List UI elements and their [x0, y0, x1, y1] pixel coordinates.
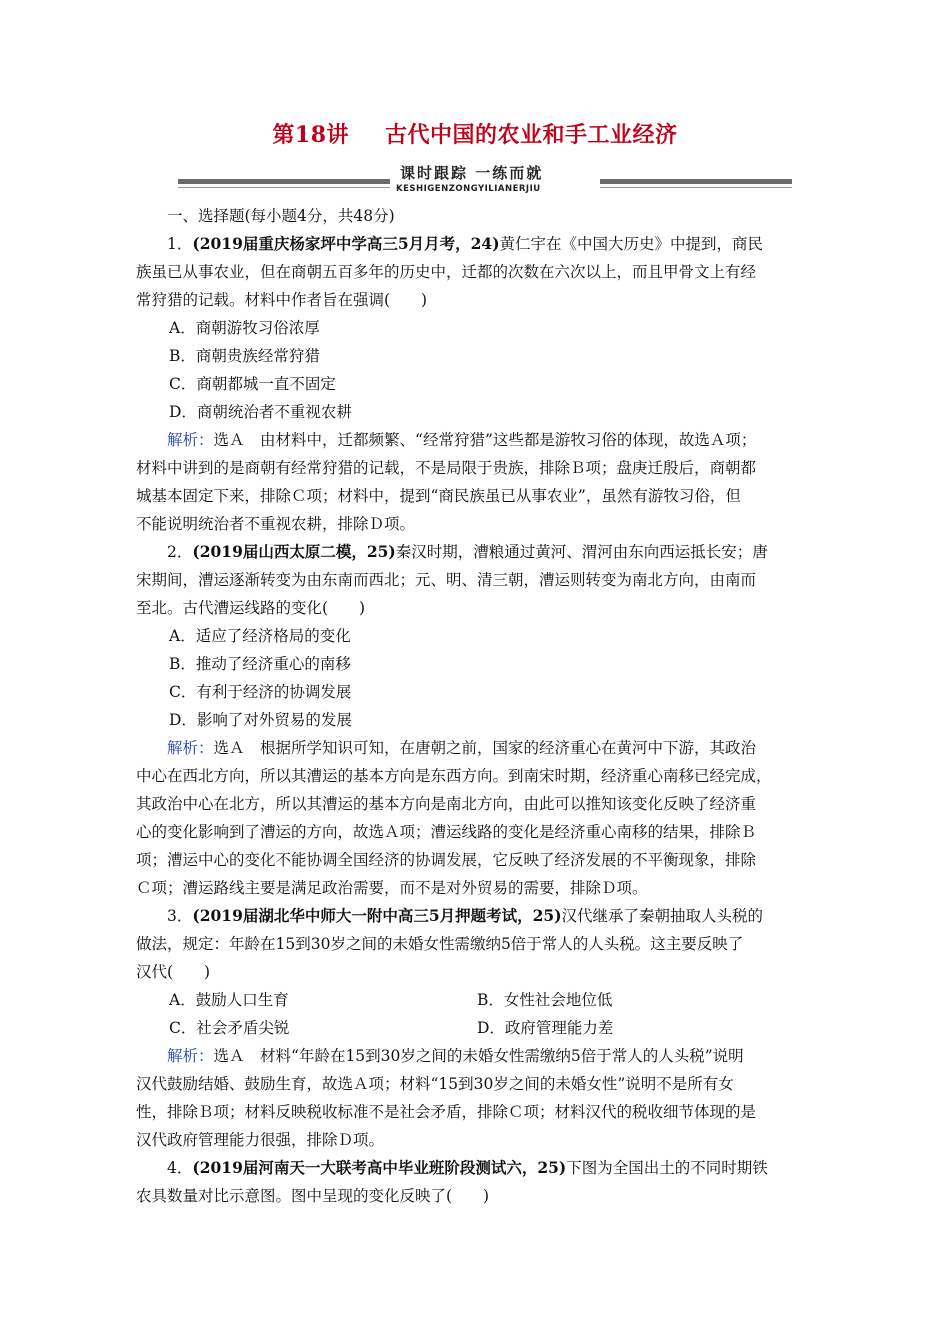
- question-text-line: 宋期间，漕运逐渐转变为由东南而西北；元、明、清三朝，漕运则转变为南北方向，由南而: [136, 571, 757, 589]
- banner-rule-right: [600, 179, 792, 184]
- section-heading: 一、选择题(每小题4分，共48分): [167, 207, 395, 225]
- question-1: [136, 230, 814, 538]
- option-a: A．适应了经济格局的变化: [169, 627, 351, 645]
- question-source: (2019届湖北华中师大一附中高三5月押题考试，25): [192, 906, 562, 925]
- analysis-line: 不能说明统治者不重视农耕，排除Ｄ项。: [136, 515, 416, 533]
- content: [136, 202, 814, 1210]
- question-text-line: 农具数量对比示意图。图中呈现的变化反映了( ): [136, 1187, 490, 1205]
- options-row: [136, 1014, 814, 1042]
- title-number: 第18讲: [272, 122, 350, 148]
- analysis-line: 心的变化影响到了漕运的方向，故选Ａ项；漕运线路的变化是经济重心南移的结果，排除Ｂ: [136, 823, 757, 841]
- option-b: B．商朝贵族经常狩猎: [169, 347, 320, 365]
- analysis-line: 性，排除Ｂ项；材料反映税收标准不是社会矛盾，排除Ｃ项；材料汉代的税收细节体现的是: [136, 1103, 757, 1121]
- section-banner: [178, 160, 792, 200]
- question-text: 4．(2019届河南天一大联考高中毕业班阶段测试六，25)下图为全国出土的不同时期铁: [167, 1158, 768, 1177]
- analysis-label: 解析：: [167, 431, 214, 449]
- banner-rule-left: [178, 179, 390, 184]
- option-d: D．政府管理能力差: [477, 1019, 614, 1037]
- banner-pinyin: KESHIGENZONGYILIANERJIU: [396, 184, 541, 194]
- option-a: A．商朝游牧习俗浓厚: [169, 319, 320, 337]
- analysis-label: 解析：: [167, 1047, 214, 1065]
- option-c: C．有利于经济的协调发展: [169, 683, 352, 701]
- analysis-line: 汉代鼓励结婚、鼓励生育，故选Ａ项；材料“15到30岁之间的未婚女性”说明不是所有女: [136, 1075, 734, 1093]
- option-c: C．商朝都城一直不固定: [169, 375, 336, 393]
- option-d: D．影响了对外贸易的发展: [169, 711, 352, 729]
- question-source: (2019届河南天一大联考高中毕业班阶段测试六，25): [192, 1158, 567, 1177]
- analysis-line: 城基本固定下来，排除Ｃ项；材料中，提到“商民族虽已从事农业”，虽然有游牧习俗，但: [136, 487, 741, 505]
- banner-label: 课时跟踪 一练而就: [400, 164, 544, 182]
- question-text-line: 族虽已从事农业，但在商朝五百多年的历史中，迁都的次数在六次以上，而且甲骨文上有经: [136, 263, 757, 281]
- analysis-line: 中心在西北方向，所以其漕运的基本方向是东西方向。到南宋时期，经济重心南移已经完成，: [136, 767, 772, 785]
- analysis-line: 其政治中心在北方，所以其漕运的基本方向是南北方向，由此可以推知该变化反映了经济重: [136, 795, 757, 813]
- page-title: [0, 118, 950, 149]
- option-a: A．鼓励人口生育: [169, 991, 289, 1009]
- question-text-line: 常狩猎的记载。材料中作者旨在强调( ): [136, 291, 428, 309]
- analysis: 解析：选Ａ 材料“年龄在15到30岁之间的未婚女性需缴纳5倍于常人的人头税”说明: [167, 1047, 744, 1065]
- banner-rule-left-thin: [178, 187, 390, 188]
- question-2: [136, 538, 814, 902]
- option-b: B．推动了经济重心的南移: [169, 655, 351, 673]
- analysis-line: 汉代政府管理能力很强，排除Ｄ项。: [136, 1131, 385, 1149]
- question-text: 1．(2019届重庆杨家坪中学高三5月月考，24)黄仁宇在《中国大历史》中提到，商民: [167, 234, 764, 253]
- question-source: (2019届重庆杨家坪中学高三5月月考，24): [192, 234, 500, 253]
- question-4: [136, 1154, 814, 1210]
- banner-rule-right-thin: [600, 187, 792, 188]
- question-text-line: 汉代( ): [136, 963, 211, 981]
- title-text: 古代中国的农业和手工业经济: [385, 122, 678, 148]
- analysis: 解析：选Ａ 由材料中，迁都频繁、“经常狩猎”这些都是游牧习俗的体现，故选Ａ项；: [167, 431, 757, 449]
- question-text: 2．(2019届山西太原二模，25)秦汉时期，漕粮通过黄河、渭河由东向西运抵长安；唐: [167, 542, 768, 561]
- analysis-label: 解析：: [167, 739, 214, 757]
- option-b: B．女性社会地位低: [477, 991, 613, 1009]
- option-c: C．社会矛盾尖锐: [169, 1019, 290, 1037]
- question-source: (2019届山西太原二模，25): [192, 542, 396, 561]
- analysis: 解析：选Ａ 根据所学知识可知，在唐朝之前，国家的经济重心在黄河中下游，其政治: [167, 739, 757, 757]
- question-text-line: 至北。古代漕运线路的变化( ): [136, 599, 366, 617]
- analysis-line: 材料中讲到的是商朝有经常狩猎的记载，不是局限于贵族，排除Ｂ项；盘庚迁殷后，商朝都: [136, 459, 757, 477]
- options-row: [136, 986, 814, 1014]
- question-3: [136, 902, 814, 1154]
- analysis-line: Ｃ项；漕运路线主要是满足政治需要，而不是对外贸易的需要，排除Ｄ项。: [136, 879, 648, 897]
- option-d: D．商朝统治者不重视农耕: [169, 403, 352, 421]
- analysis-line: 项；漕运中心的变化不能协调全国经济的协调发展，它反映了经济发展的不平衡现象，排除: [136, 851, 757, 869]
- question-text: 3．(2019届湖北华中师大一附中高三5月押题考试，25)汉代继承了秦朝抽取人头税的: [167, 906, 764, 925]
- question-text-line: 做法，规定：年龄在15到30岁之间的未婚女性需缴纳5倍于常人的人头税。这主要反映了: [136, 935, 744, 953]
